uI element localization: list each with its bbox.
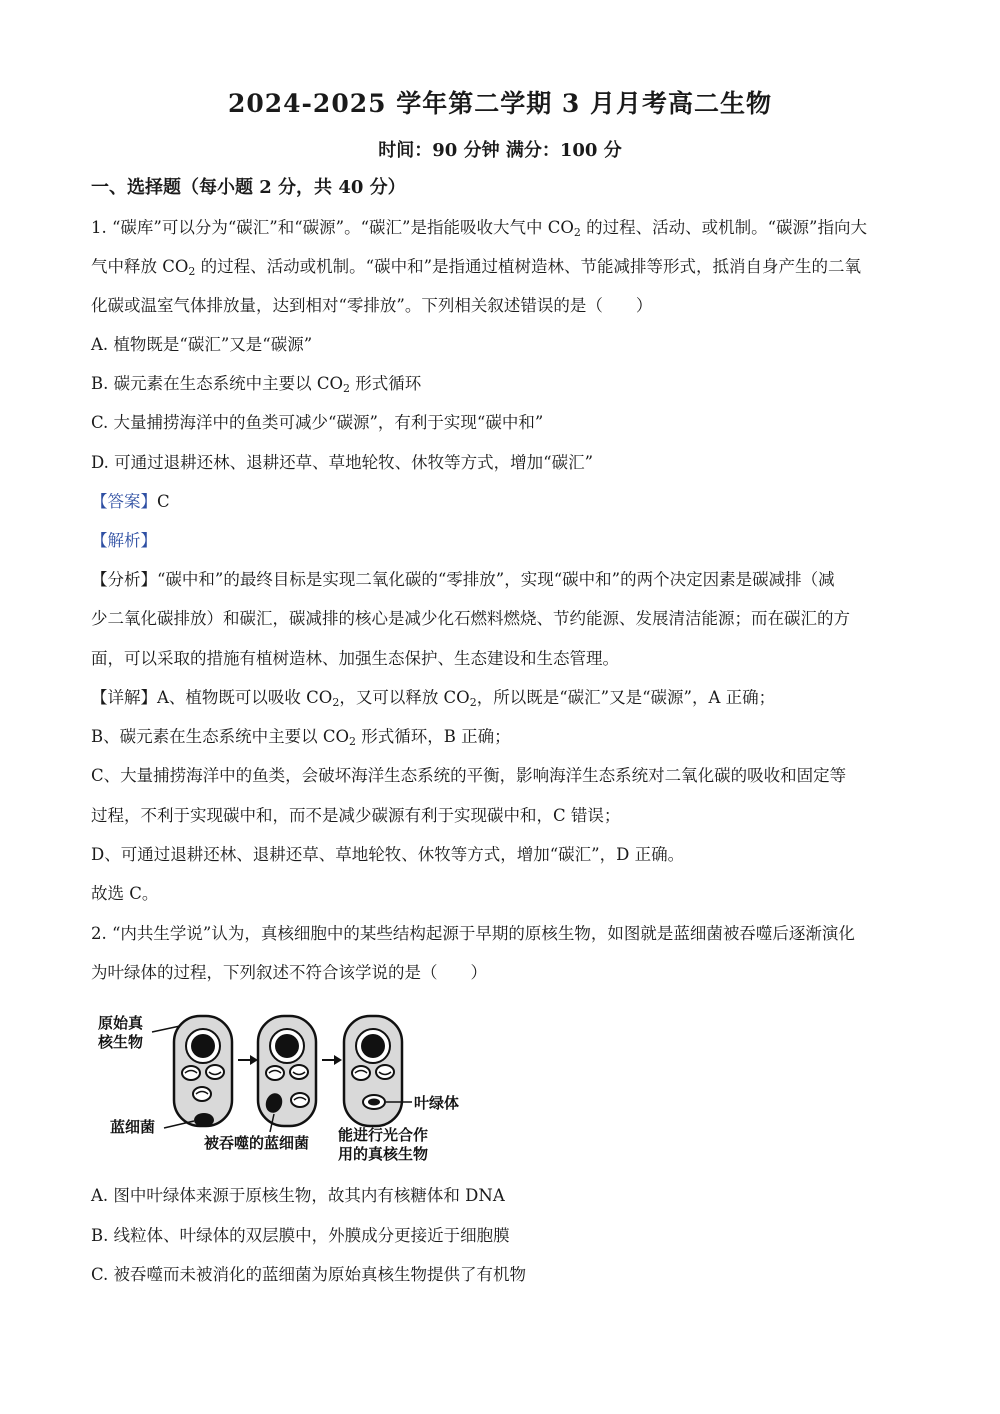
label-primitive-1: 原始真 [98, 1014, 144, 1032]
q1-stem-line1: 1. “碳库”可以分为“碳汇”和“碳源”。“碳汇”是指能吸收大气中 $CO_2$ 的过程、活动、或机制。“碳源”指向大 [91, 218, 867, 239]
label-cyanobacteria: 蓝细菌 [110, 1118, 156, 1136]
exam-title: 2024-2025 学年第二学期 3 月月考高二生物 [227, 89, 773, 118]
section-heading: 一、选择题（每小题 2 分，共 40 分） [91, 177, 406, 198]
cell-primitive-eukaryote [174, 1016, 232, 1127]
q2-stem-line2: 为叶绿体的过程，下列叙述不符合该学说的是（ ） [91, 963, 487, 982]
q2-option-c: C. 被吞噬而未被消化的蓝细菌为原始真核生物提供了有机物 [91, 1265, 527, 1284]
q1-option-d: D. 可通过退耕还林、退耕还草、草地轮牧、休牧等方式，增加“碳汇” [91, 453, 594, 472]
label-photosynthetic-2: 用的真核生物 [338, 1145, 429, 1163]
q1-option-b: B. 碳元素在生态系统中主要以 $CO_2$ 形式循环 [91, 374, 422, 395]
q1-answer [91, 490, 921, 514]
q1-option-c: C. 大量捕捞海洋中的鱼类可减少“碳源”，有利于实现“碳中和” [91, 413, 544, 432]
q1-stem-line2: 气中释放 $CO_2$ 的过程、活动或机制。“碳中和”是指通过植树造林、节能减排等形式，抵消自身产生的二氧 [91, 257, 862, 278]
q1-conclusion: 故选 C。 [91, 884, 159, 903]
q1-detail-line1: 【详解】A、植物既可以吸收 $CO_2$，又可以释放 $CO_2$，所以既是“碳汇”又是“碳源”，A 正确； [91, 688, 776, 709]
cell-engulfed [258, 1016, 316, 1126]
q2-option-b: B. 线粒体、叶绿体的双层膜中，外膜成分更接近于细胞膜 [91, 1226, 510, 1245]
q1-analysis-line2: 少二氧化碳排放）和碳汇，碳减排的核心是减少化石燃料燃烧、节约能源、发展清洁能源；而在碳汇的方 [91, 609, 850, 628]
q2-stem-line1: 2. “内共生学说”认为，真核细胞中的某些结构起源于早期的原核生物，如图就是蓝细菌被吞噬后逐渐演化 [91, 924, 855, 943]
endosymbiosis-diagram [92, 1008, 472, 1168]
q1-detail-line5: D、可通过退耕还林、退耕还草、草地轮牧、休牧等方式，增加“碳汇”，D 正确。 [91, 845, 685, 864]
answer-label: 【答案】 [91, 492, 157, 511]
label-chloroplast: 叶绿体 [414, 1094, 460, 1112]
exam-subtitle: 时间：90 分钟 满分：100 分 [378, 140, 622, 161]
q1-option-a: A. 植物既是“碳汇”又是“碳源” [91, 335, 313, 354]
q1-detail-line4: 过程，不利于实现碳中和，而不是减少碳源有利于实现碳中和，C 错误； [91, 806, 621, 825]
q2-option-a: A. 图中叶绿体来源于原核生物，故其内有核糖体和 DNA [91, 1186, 505, 1205]
cell-photosynthetic-eukaryote [344, 1016, 402, 1126]
q1-detail-line2: B、碳元素在生态系统中主要以 $CO_2$ 形式循环，B 正确； [91, 727, 511, 748]
q1-analysis-label: 【解析】 [91, 531, 157, 550]
q1-analysis-line3: 面，可以采取的措施有植树造林、加强生态保护、生态建设和生态管理。 [91, 649, 619, 668]
q1-analysis-line1: 【分析】“碳中和”的最终目标是实现二氧化碳的“零排放”，实现“碳中和”的两个决定因素是碳减排（减 [91, 570, 835, 589]
q1-detail-line3: C、大量捕捞海洋中的鱼类，会破坏海洋生态系统的平衡，影响海洋生态系统对二氧化碳的吸收和固定等 [91, 766, 847, 785]
label-primitive-2: 核生物 [98, 1033, 144, 1051]
answer-value: C [157, 492, 170, 511]
label-photosynthetic-1: 能进行光合作 [338, 1126, 429, 1144]
q1-stem-line3: 化碳或温室气体排放量，达到相对“零排放”。下列相关叙述错误的是（ ） [91, 296, 653, 315]
label-engulfed: 被吞噬的蓝细菌 [204, 1134, 310, 1152]
